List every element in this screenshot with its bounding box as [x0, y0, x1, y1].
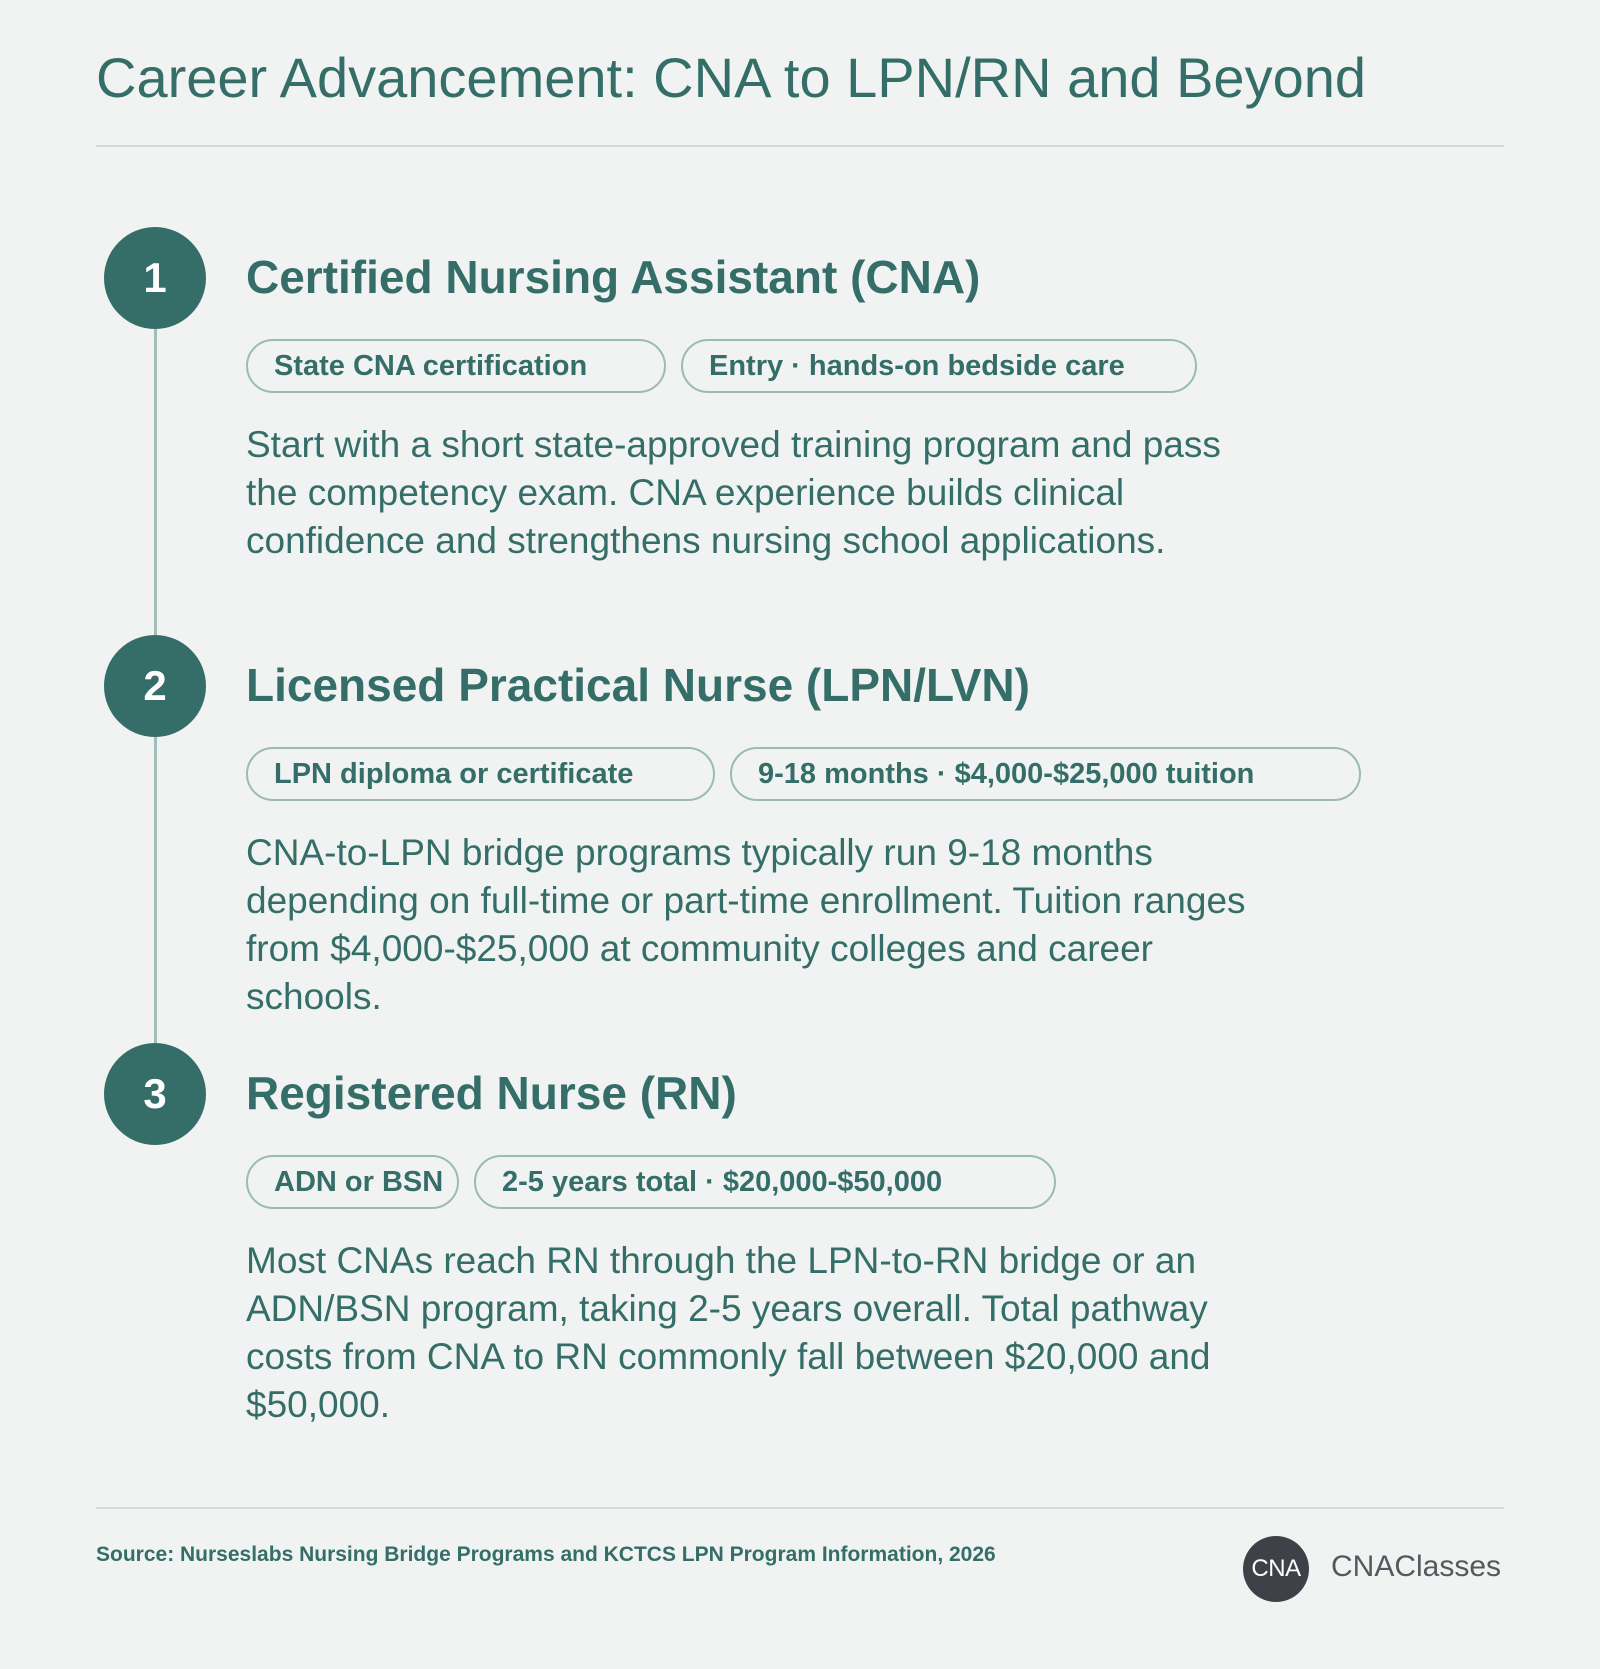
step-description: Start with a short state-approved training program and pass the competency exam. CNA experience builds clinical confidence and strengthens nursing school applications.: [246, 424, 1221, 561]
credential-tag: LPN diploma or certificate: [246, 747, 715, 801]
step-title: Registered Nurse (RN): [246, 1067, 737, 1119]
brand-name: CNAClasses: [1331, 1550, 1502, 1583]
page-title: Career Advancement: CNA to LPN/RN and Beyond: [96, 46, 1367, 109]
step-description: CNA-to-LPN bridge programs typically run 9-18 months depending on full-time or part-time enrollment. Tuition ranges from $4,000-$25,000 at community colleges and career schools.: [246, 832, 1246, 1017]
credential-tag: ADN or BSN: [246, 1155, 459, 1209]
step-title: Certified Nursing Assistant (CNA): [246, 251, 981, 303]
step-description: Most CNAs reach RN through the LPN-to-RN bridge or an ADN/BSN program, taking 2-5 years overall. Total pathway costs from CNA to RN commonly fall between $20,000 and $50,000.: [246, 1240, 1211, 1425]
duration-cost-tag: 2-5 years total · $20,000-$50,000: [474, 1155, 1056, 1209]
source-citation: Source: Nurseslabs Nursing Bridge Programs and KCTCS LPN Program Information, 2026: [96, 1543, 996, 1566]
brand-logo-badge: CNA: [1243, 1536, 1309, 1602]
duration-cost-tag: 9-18 months · $4,000-$25,000 tuition: [730, 747, 1361, 801]
step-title: Licensed Practical Nurse (LPN/LVN): [246, 659, 1030, 711]
header-divider: [96, 145, 1504, 147]
step-number-badge: 2: [104, 635, 206, 737]
footer-divider: [96, 1507, 1504, 1509]
step-number-badge: 3: [104, 1043, 206, 1145]
credential-tag: State CNA certification: [246, 339, 666, 393]
step-number-badge: 1: [104, 227, 206, 329]
duration-cost-tag: Entry · hands-on bedside care: [681, 339, 1197, 393]
